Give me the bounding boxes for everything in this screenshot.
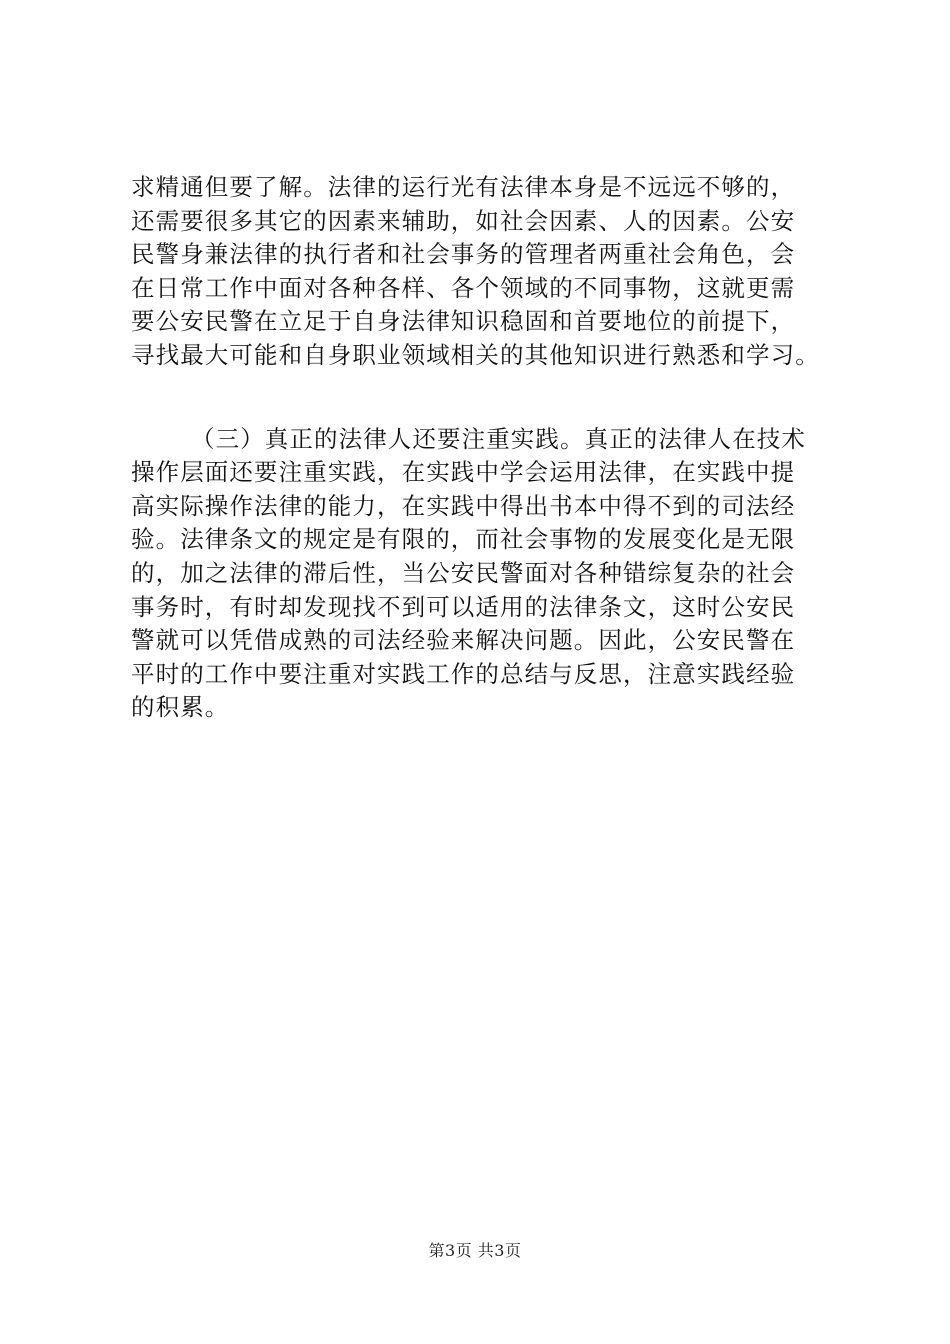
text-line: 要公安民警在立足于自身法律知识稳固和首要地位的前提下，: [131, 307, 796, 336]
paragraph-practice: [131, 423, 831, 725]
text-line: 平时的工作中要注重对实践工作的总结与反思，注意实践经验: [131, 659, 796, 688]
text-line: 的积累。: [131, 693, 230, 722]
text-line: 民警身兼法律的执行者和社会事务的管理者两重社会角色，会: [131, 240, 796, 269]
paragraph-continuation: [131, 171, 831, 373]
paragraph-spacer: [131, 373, 831, 423]
page-footer: 第3页 共3页: [428, 1241, 522, 1260]
text-line: 求精通但要了解。法律的运行光有法律本身是不远远不够的，: [131, 173, 796, 201]
document-body: [131, 171, 831, 725]
text-line: （三）真正的法律人还要注重实践。真正的法律人在技术: [191, 424, 806, 453]
text-line: 在日常工作中面对各种各样、各个领域的不同事物，这就更需: [131, 273, 796, 302]
text-line: 事务时，有时却发现找不到可以适用的法律条文，这时公安民: [131, 592, 796, 621]
text-line: 寻找最大可能和自身职业领域相关的其他知识进行熟悉和学习。: [131, 340, 820, 369]
text-line: 高实际操作法律的能力，在实践中得出书本中得不到的司法经: [131, 491, 796, 520]
text-line: 警就可以凭借成熟的司法经验来解决问题。因此，公安民警在: [131, 626, 796, 655]
text-line: 还需要很多其它的因素来辅助，如社会因素、人的因素。公安: [131, 206, 796, 235]
text-line: 的，加之法律的滞后性，当公安民警面对各种错综复杂的社会: [131, 558, 796, 587]
text-line: 验。法律条文的规定是有限的，而社会事物的发展变化是无限: [131, 525, 796, 554]
text-line: 操作层面还要注重实践，在实践中学会运用法律，在实践中提: [131, 458, 796, 487]
